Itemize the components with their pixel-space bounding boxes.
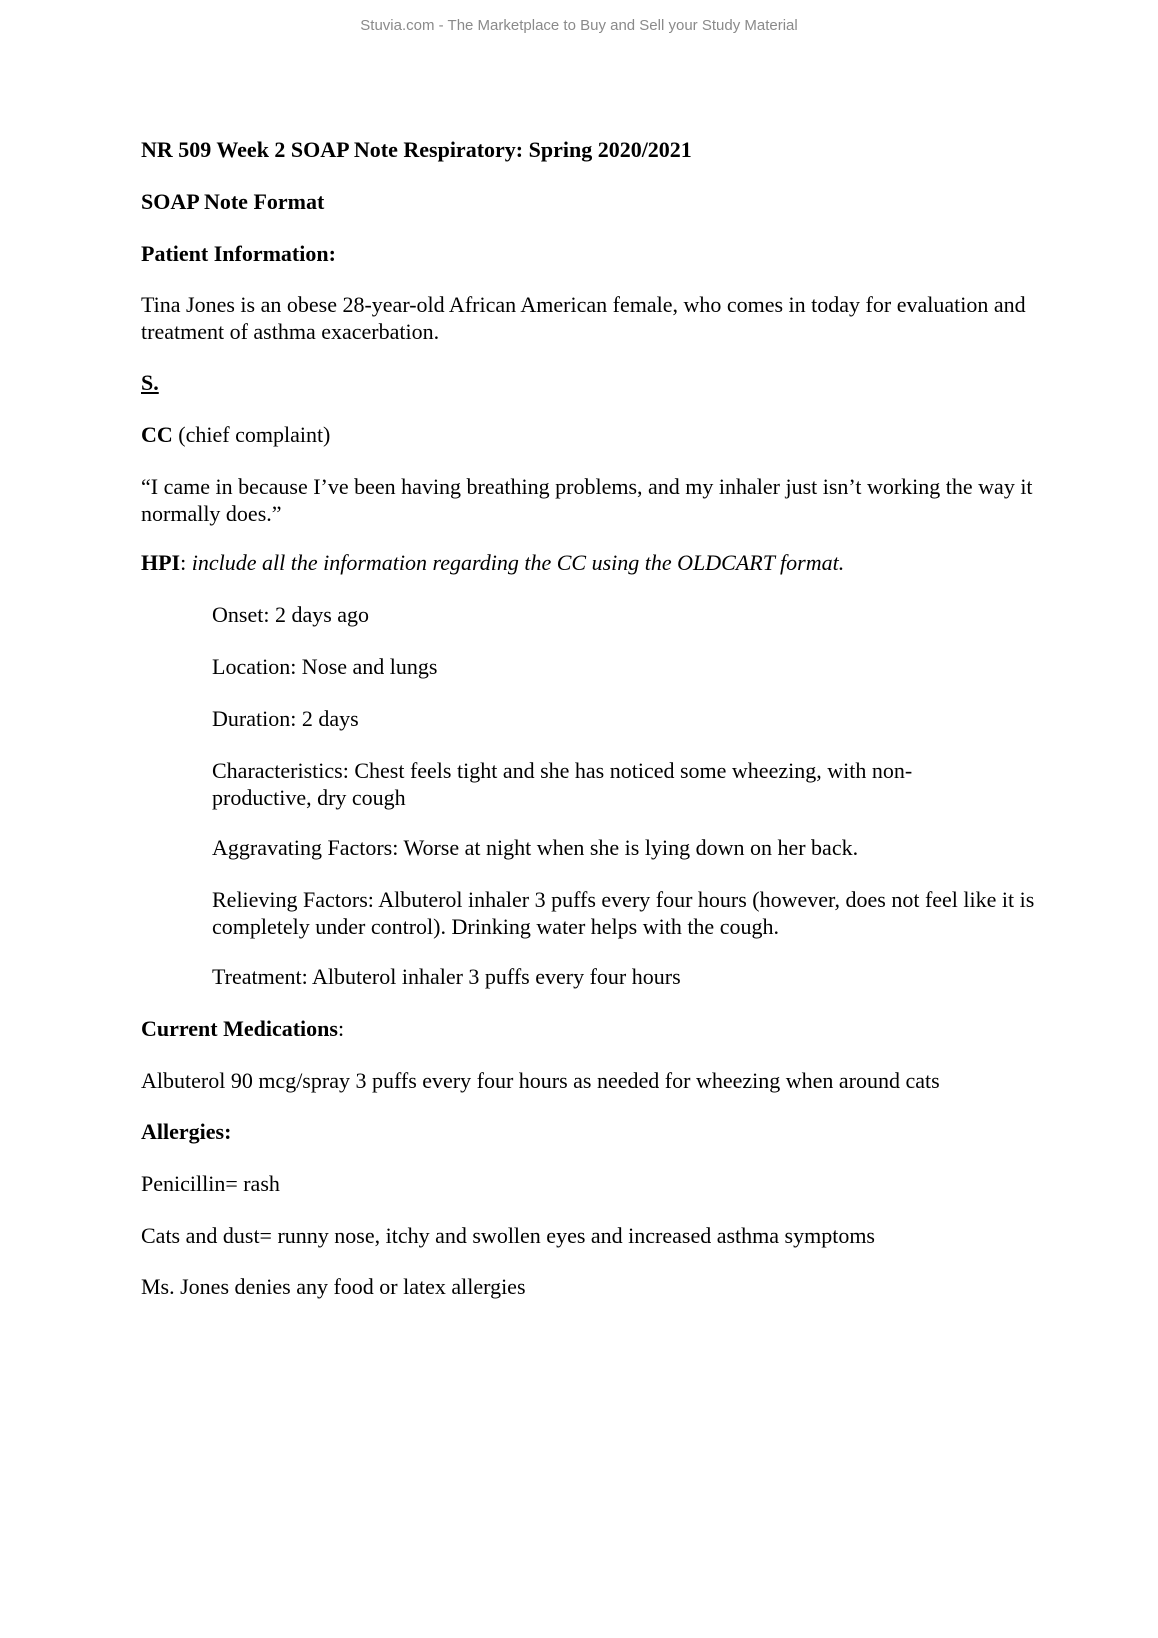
hpi-colon: :: [180, 550, 192, 575]
format-heading: SOAP Note Format: [141, 189, 325, 214]
cc-line: [141, 421, 1061, 448]
hpi-onset: Onset: 2 days ago: [212, 602, 370, 627]
hpi-treatment: Treatment: Albuterol inhaler 3 puffs every four hours: [212, 964, 681, 989]
hpi-characteristics: Characteristics: Chest feels tight and she has noticed some wheezing, with non-productive, dry cough: [212, 758, 913, 810]
hpi-duration: Duration: 2 days: [212, 706, 359, 731]
hpi-line: [141, 549, 1061, 576]
cc-label-note: (chief complaint): [172, 422, 331, 447]
subjective-heading: S.: [141, 370, 159, 395]
document-title: NR 509 Week 2 SOAP Note Respiratory: Spring 2020/2021: [141, 137, 692, 162]
medications-heading-line: [141, 1015, 1061, 1042]
allergy-item-cats-dust: Cats and dust= runny nose, itchy and swollen eyes and increased asthma symptoms: [141, 1223, 875, 1248]
medications-heading: Current Medications: [141, 1016, 338, 1041]
hpi-label: HPI: [141, 550, 181, 575]
watermark: Stuvia.com - The Marketplace to Buy and Sell your Study Material: [360, 17, 798, 34]
cc-quote: “I came in because I’ve been having breathing problems, and my inhaler just isn’t working the way it normally does.”: [141, 474, 1033, 526]
medications-colon: :: [337, 1016, 345, 1041]
allergy-item-denies: Ms. Jones denies any food or latex allergies: [141, 1274, 526, 1299]
patient-info-heading: Patient Information:: [141, 241, 336, 266]
hpi-aggravating: Aggravating Factors: Worse at night when she is lying down on her back.: [212, 835, 859, 860]
hpi-location: Location: Nose and lungs: [212, 654, 438, 679]
medications-text: Albuterol 90 mcg/spray 3 puffs every four hours as needed for wheezing when around cats: [141, 1068, 940, 1093]
hpi-relieving: Relieving Factors: Albuterol inhaler 3 puffs every four hours (however, does not feel like it is completely under control). Drinking water helps with the cough.: [212, 887, 1035, 939]
hpi-instruction: include all the information regarding the CC using the OLDCART format.: [191, 550, 845, 575]
allergies-heading: Allergies:: [141, 1119, 232, 1144]
allergy-item-penicillin: Penicillin= rash: [141, 1171, 280, 1196]
cc-label: CC: [141, 422, 173, 447]
patient-info-text: Tina Jones is an obese 28-year-old African American female, who comes in today for evaluation and treatment of asthma exacerbation.: [141, 292, 1026, 344]
